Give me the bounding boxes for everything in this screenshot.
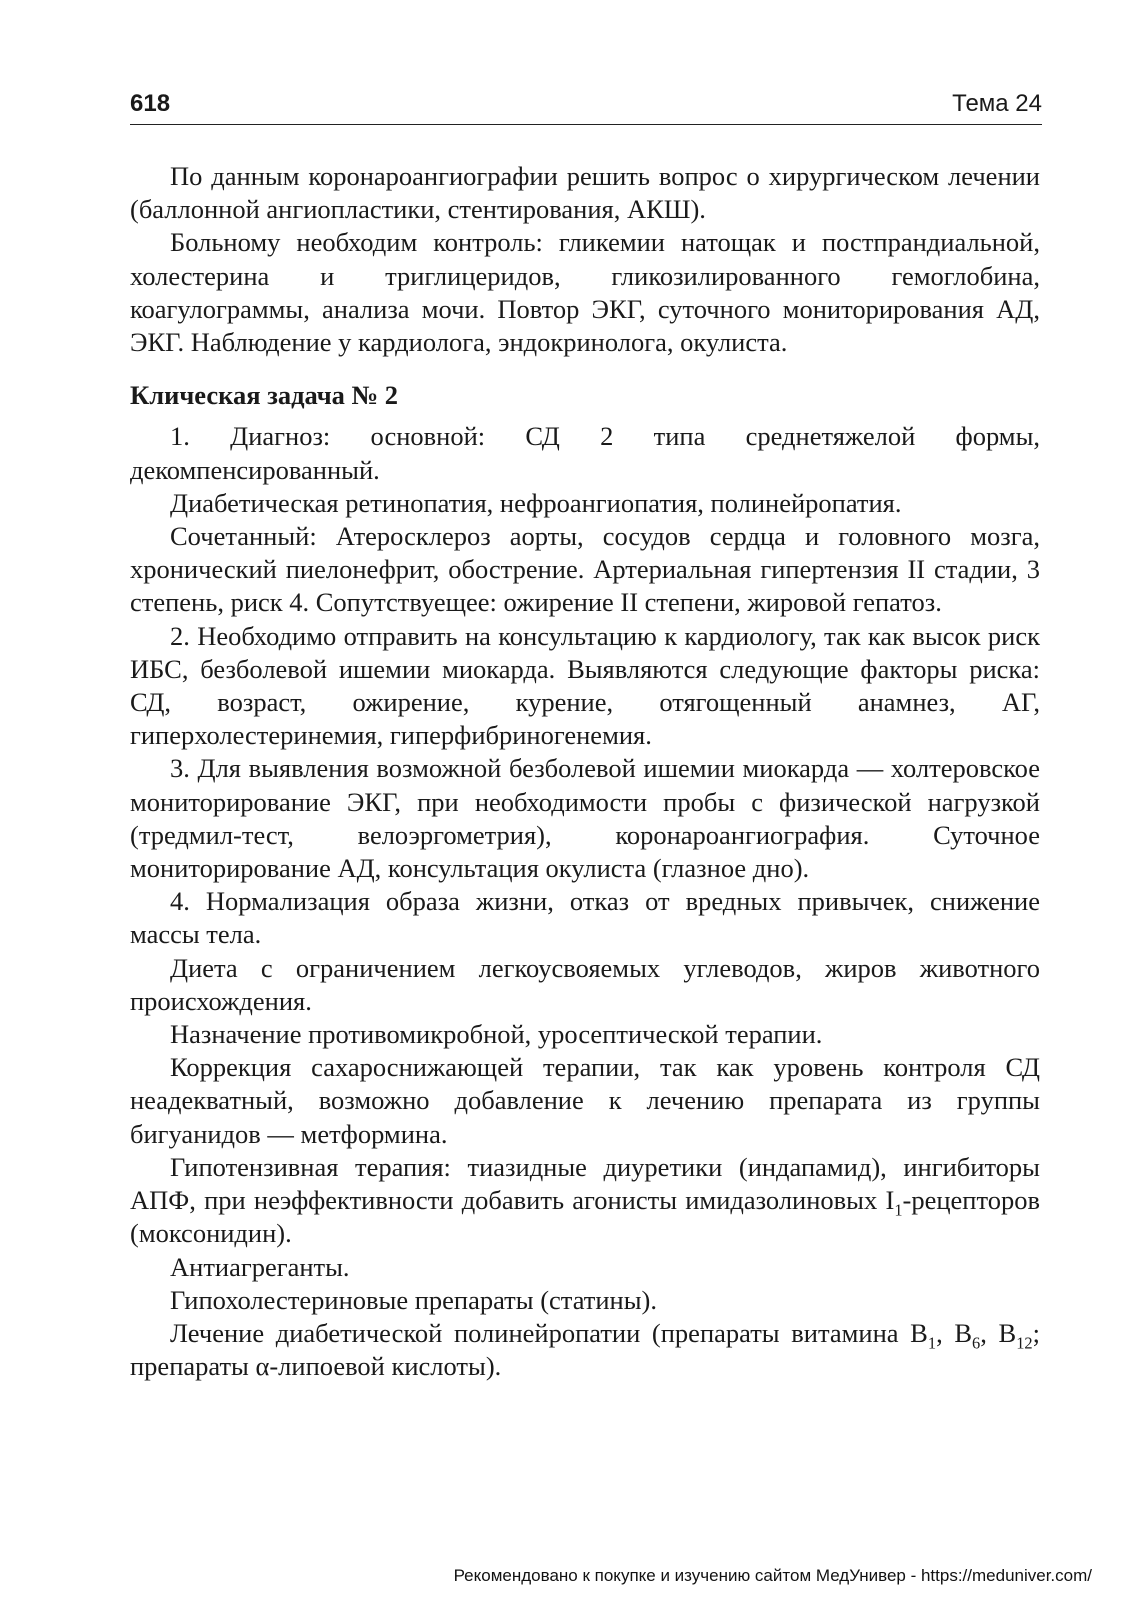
task-paragraph-10 <box>130 1151 1040 1251</box>
task-paragraph-11: Антиагреганты. <box>170 1251 350 1282</box>
footer-note: Рекомендовано к покупке и изучению сайтом МедУнивер - https://meduniver.com/ <box>453 1566 1092 1585</box>
subscript-b1: 1 <box>927 1333 937 1353</box>
intro-paragraph-1: По данным коронароангиографии решить вопрос о хирургическом лечении (баллонной ангиопластики, стентирования, АКШ). <box>130 161 1040 225</box>
paragraph-13-text-b: , B <box>936 1317 973 1348</box>
intro-paragraph-2: Больному необходим контроль: гликемии натощак и постпрандиальной, холестерина и триглицеридов, гликозилированного гемоглобина, коагулограммы, анализа мочи. Повтор ЭКГ, суточного мониторирования АД, ЭКГ. Наблюдение у кардиолога, эндокринолога, окулиста. <box>130 227 1040 358</box>
task-paragraph-6: 4. Нормализация образа жизни, отказ от вредных привычек, снижение массы тела. <box>130 886 1040 950</box>
task-paragraph-12: Гипохолестериновые препараты (статины). <box>170 1284 657 1315</box>
task-paragraph-5: 3. Для выявления возможной безболевой ишемии миокарда — холтеровское мониторирование ЭКГ, при необходимости пробы с физической нагрузкой (тредмил-тест, велоэргометрия), коронароангиография. Суточное мониторирование АД, консультация окулиста (глазное дно). <box>130 753 1040 884</box>
task-paragraph-7: Диета с ограничением легкоусвояемых углеводов, жиров животного происхождения. <box>130 952 1040 1016</box>
page-number: 618 <box>130 90 171 117</box>
task-paragraph-9: Коррекция сахароснижающей терапии, так как уровень контроля СД неадекватный, возможно добавление к лечению препарата из группы бигуанидов — метформина. <box>130 1052 1040 1149</box>
task-paragraph-1: 1. Диагноз: основной: СД 2 типа среднетяжелой формы, декомпенсированный. <box>130 421 1040 485</box>
page-header <box>130 90 1042 125</box>
task-paragraph-4: 2. Необходимо отправить на консультацию к кардиологу, так как высок риск ИБС, безболевой ишемии миокарда. Выявляются следующие факторы риска: СД, возраст, ожирение, курение, отягощенный анамнез, АГ, гиперхолестеринемия, гиперфибриногенемия. <box>130 620 1040 751</box>
paragraph-10-text-b: -рецепторов (моксонидин). <box>130 1185 1040 1249</box>
task-paragraph-2: Диабетическая ретинопатия, нефроангиопатия, полинейропатия. <box>170 487 902 518</box>
task-paragraph-8: Назначение противомикробной, уросептической терапии. <box>170 1019 823 1050</box>
paragraph-13-text-d: ; препараты α-липоевой кислоты). <box>130 1317 1040 1382</box>
task-paragraph-13 <box>130 1317 1040 1383</box>
paragraph-13-text-c: , B <box>980 1317 1017 1348</box>
paragraph-13-text-a: Лечение диабетической полинейропатии (препараты витамина B <box>170 1317 928 1348</box>
page-body <box>130 160 1040 1383</box>
subscript-b6: 6 <box>972 1333 981 1353</box>
running-head: Тема 24 <box>952 90 1042 117</box>
task-paragraph-3: Сочетанный: Атеросклероз аорты, сосудов сердца и головного мозга, хронический пиелонефрит, обострение. Артериальная гипертензия II стадии, 3 степень, риск 4. Сопутствуещее: ожирение II степени, жировой гепатоз. <box>130 521 1040 618</box>
subscript-1: 1 <box>894 1200 903 1220</box>
task-heading: Клическая задача № 2 <box>130 380 399 411</box>
subscript-b12: 12 <box>1016 1333 1033 1353</box>
paragraph-10-text-a: Гипотензивная терапия: тиазидные диуретики (индапамид), ингибиторы АПФ, при неэффективности добавить агонисты имидазолиновых I <box>130 1151 1040 1216</box>
